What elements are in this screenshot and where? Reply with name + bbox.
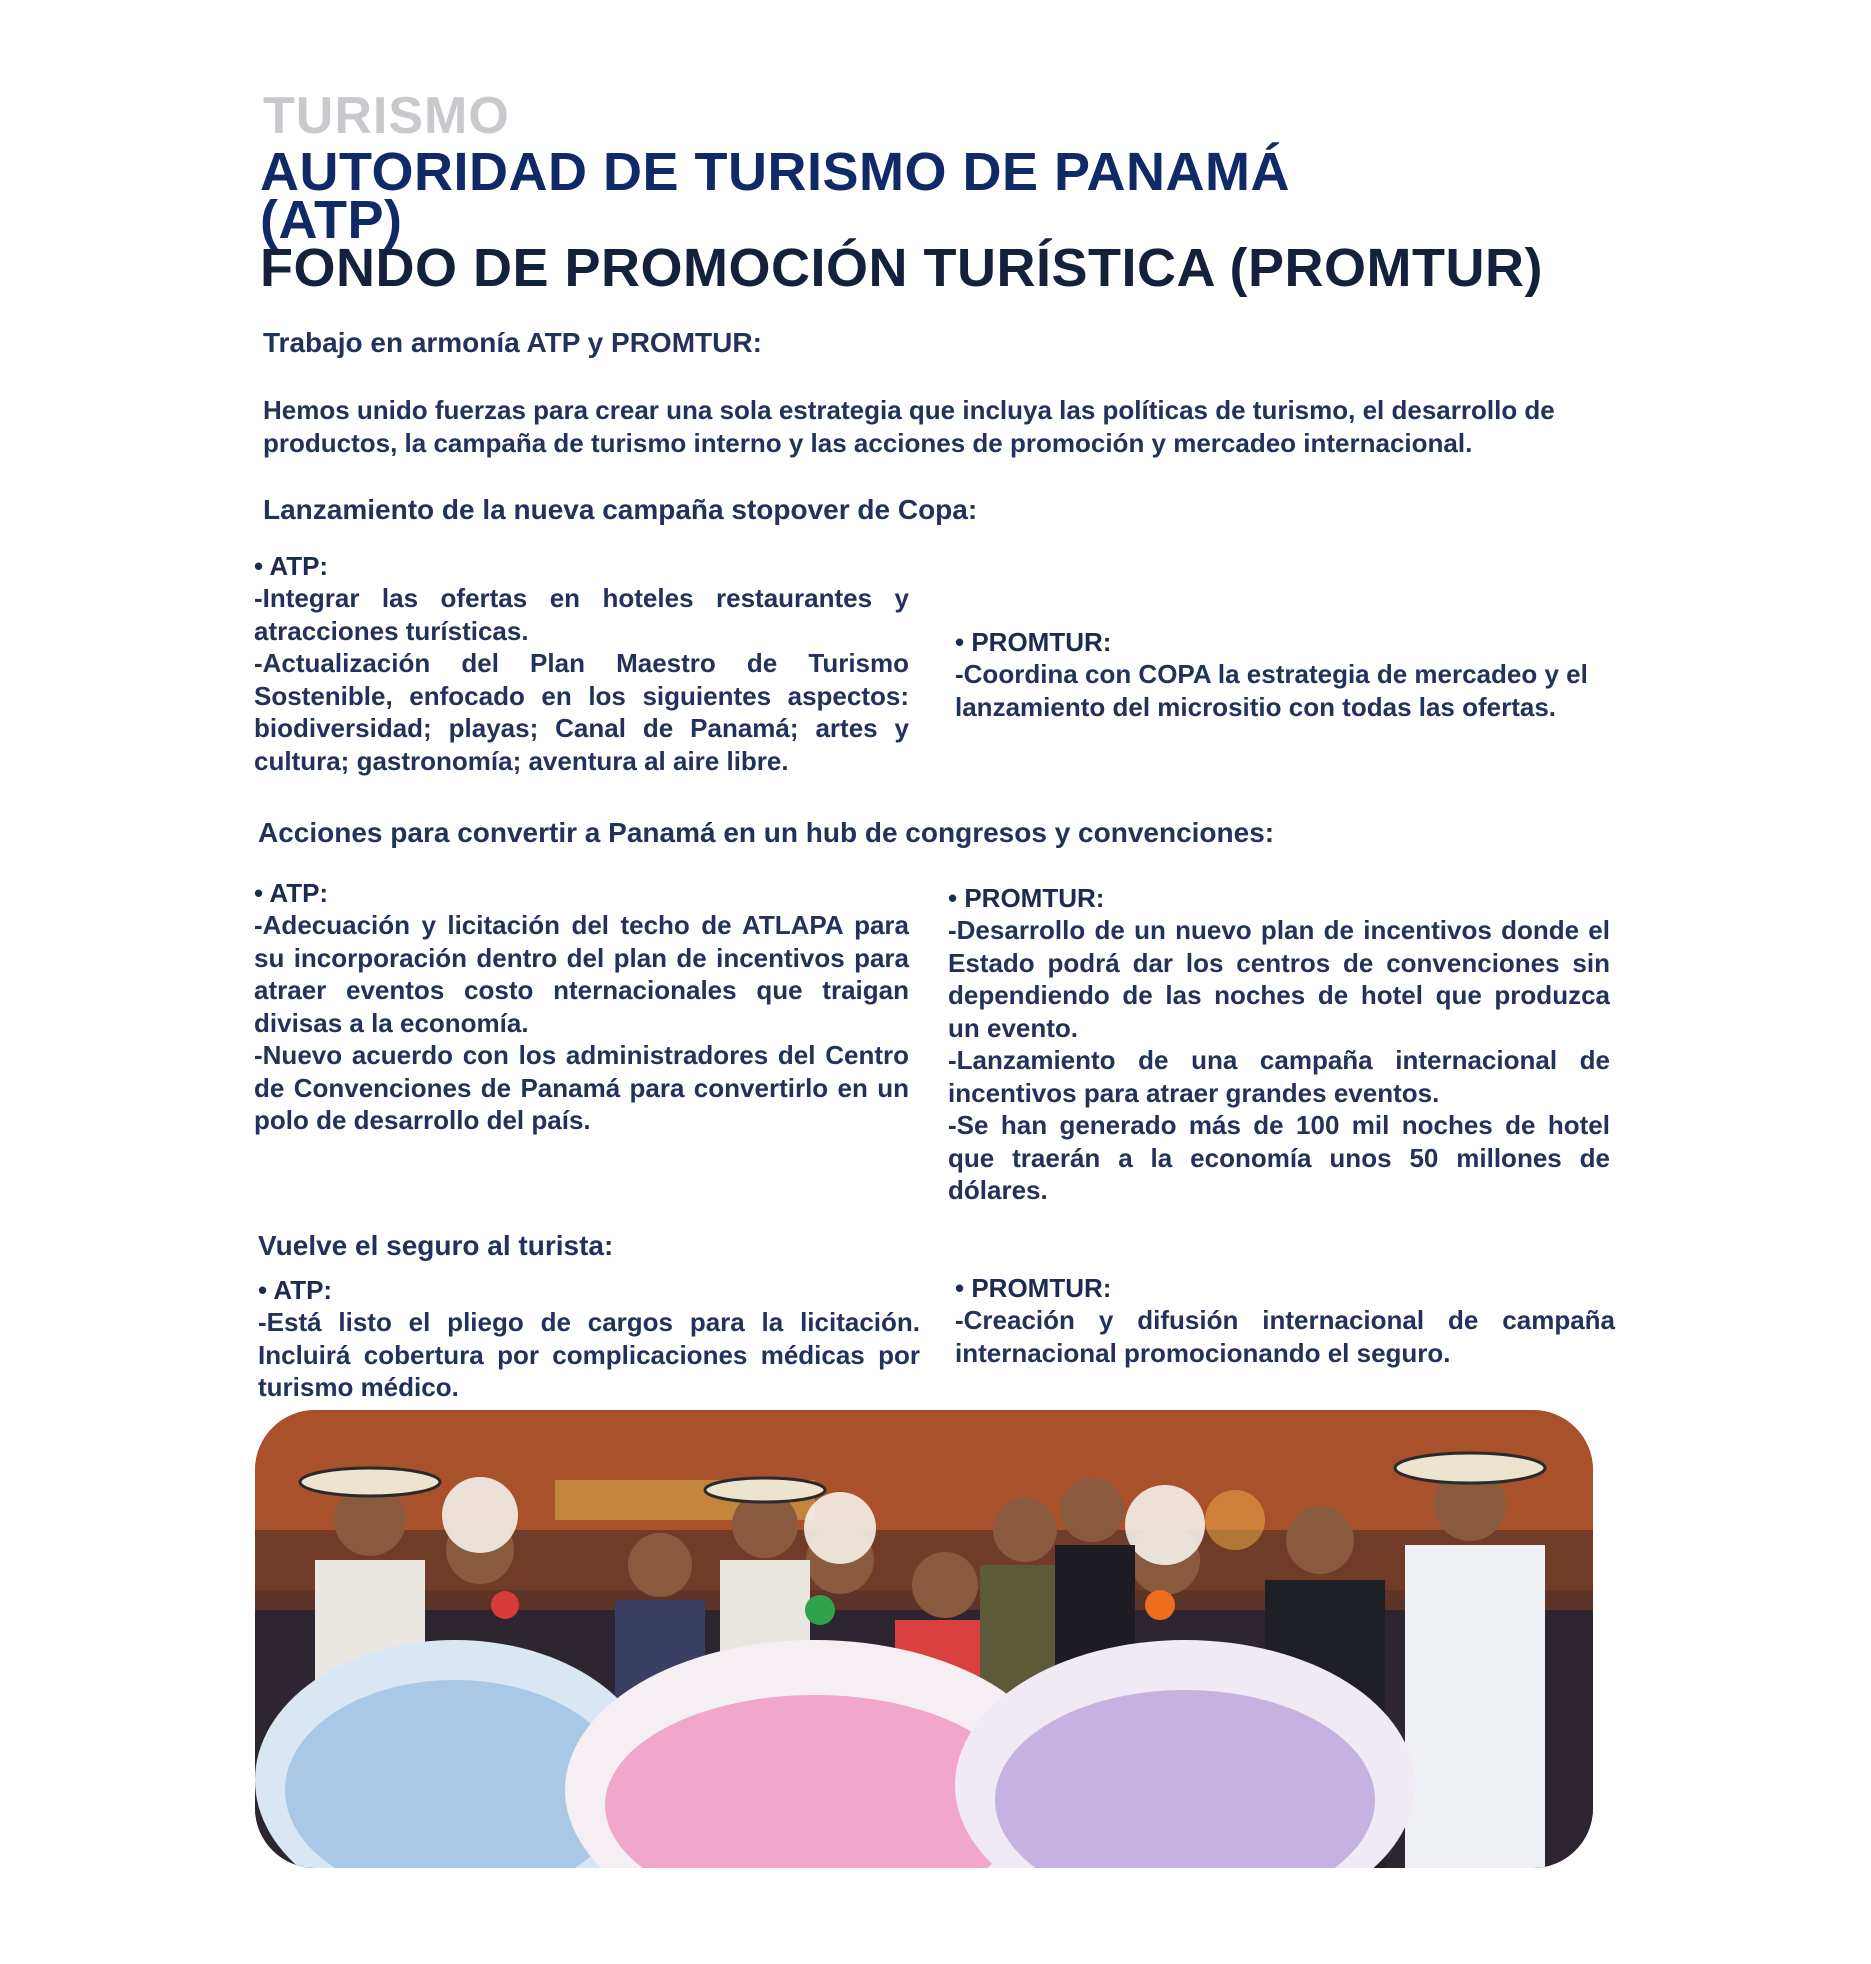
hub-atp-item: -Nuevo acuerdo con los administradores del Centro de Convenciones de Panamá para convertirlo en un polo de desarrollo del país. (254, 1040, 909, 1135)
group-photo (255, 1410, 1593, 1868)
page-title (260, 142, 1660, 298)
stopover-atp-column (254, 550, 909, 777)
hub-atp-item: -Adecuación y licitación del techo de ATLAPA para su incorporación dentro del plan de incentivos para atraer eventos costo nternacionales que traigan divisas a la economía. (254, 910, 909, 1038)
seguro-atp-item: -Está listo el pliego de cargos para la licitación. Incluirá cobertura por complicaciones médicas por turismo médico. (258, 1307, 920, 1402)
stopover-promtur-column (955, 626, 1615, 723)
section-label: TURISMO (263, 87, 510, 145)
hub-atp-label: • ATP: (254, 878, 329, 908)
title-line-1: AUTORIDAD DE TURISMO DE PANAMÁ (260, 142, 1291, 202)
seguro-heading: Vuelve el seguro al turista: (258, 1230, 614, 1261)
title-line-2: (ATP) (260, 190, 403, 250)
seguro-promtur-item: -Creación y difusión internacional de campaña internacional promocionando el seguro. (955, 1305, 1615, 1368)
intro-heading: Trabajo en armonía ATP y PROMTUR: (263, 327, 762, 358)
group-photo-illustration (255, 1410, 1593, 1868)
stopover-promtur-label: • PROMTUR: (955, 627, 1112, 657)
intro-text: Hemos unido fuerzas para crear una sola estrategia que incluya las políticas de turismo, el desarrollo de productos, la campaña de turismo interno y las acciones de promoción y mercadeo internacional. (263, 395, 1555, 458)
stopover-atp-item: -Integrar las ofertas en hoteles restaurantes y atracciones turísticas. (254, 583, 909, 646)
seguro-promtur-label: • PROMTUR: (955, 1273, 1112, 1303)
hub-promtur-label: • PROMTUR: (948, 883, 1105, 913)
hub-promtur-item: -Desarrollo de un nuevo plan de incentivos donde el Estado podrá dar los centros de convenciones sin dependiendo de las noches de hotel que produzca un evento. (948, 915, 1610, 1043)
hub-heading: Acciones para convertir a Panamá en un hub de congresos y convenciones: (258, 817, 1275, 848)
hub-promtur-item: -Se han generado más de 100 mil noches de hotel que traerán a la economía unos 50 millones de dólares. (948, 1110, 1610, 1205)
stopover-heading: Lanzamiento de la nueva campaña stopover de Copa: (263, 494, 978, 525)
title-line-3: FONDO DE PROMOCIÓN TURÍSTICA (PROMTUR) (260, 238, 1543, 298)
hub-atp-column (254, 877, 909, 1137)
seguro-atp-label: • ATP: (258, 1275, 333, 1305)
seguro-atp-column (258, 1274, 920, 1404)
stopover-atp-label: • ATP: (254, 551, 329, 581)
hub-promtur-item: -Lanzamiento de una campaña internacional de incentivos para atraer grandes eventos. (948, 1045, 1610, 1108)
stopover-atp-item: -Actualización del Plan Maestro de Turismo Sostenible, enfocado en los siguientes aspectos: biodiversidad; playas; Canal de Panamá; artes y cultura; gastronomía; aventura al aire libre. (254, 648, 909, 776)
hub-promtur-column (948, 882, 1610, 1207)
stopover-promtur-item: -Coordina con COPA la estrategia de mercadeo y el lanzamiento del micrositio con todas las ofertas. (955, 659, 1588, 722)
seguro-promtur-column (955, 1272, 1615, 1369)
